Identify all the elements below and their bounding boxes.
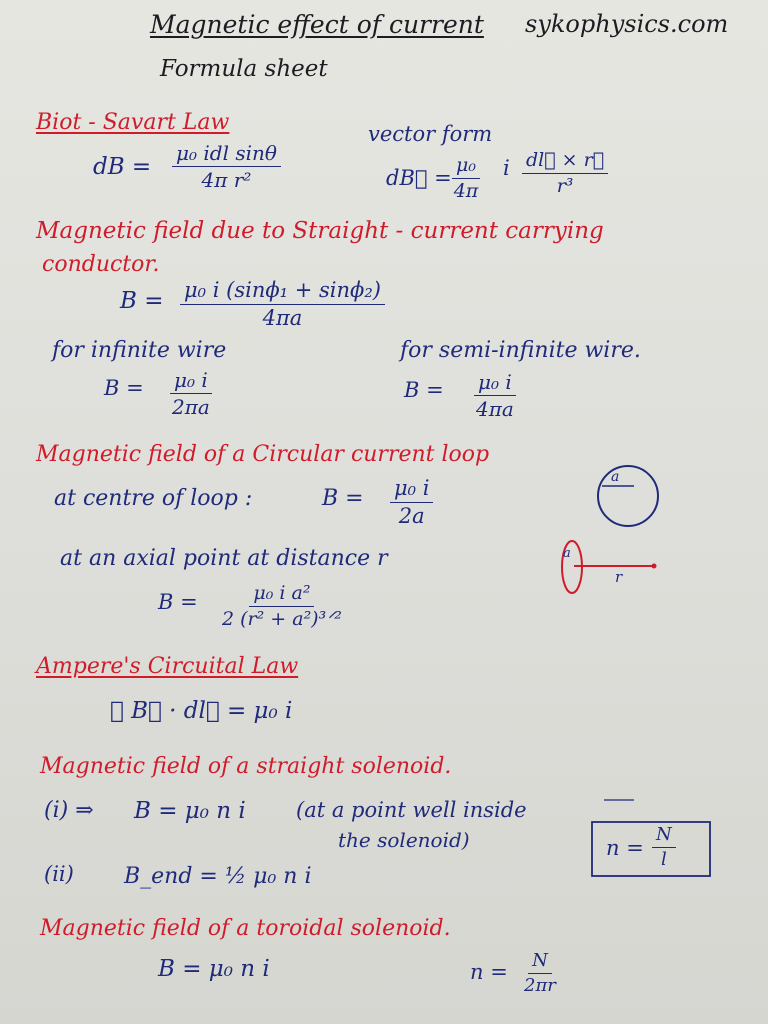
biot-numerator: μ₀ idl sinθ [172, 143, 281, 167]
vector-current: i [503, 156, 510, 180]
site-name: sykophysics.com [525, 10, 729, 38]
loop-centre-fraction: $\frac{\text{μ₀ i}}{2a}$ [390, 478, 433, 527]
infinite-wire-label: for infinite wire [52, 338, 227, 363]
axial-fraction: μ₀ i a² 2 (r² + a²)³ᐟ² [222, 582, 342, 630]
semi-fraction: $\frac{\text{μ₀ i}}{4\pi a}$ [475, 370, 514, 421]
solenoid-case-2-label: (ii) [44, 862, 74, 886]
vector-fraction-a: $\frac{\text{μ₀}}{4\pi}$ [453, 154, 479, 202]
ampere-heading: Ampere's Circuital Law [36, 654, 299, 679]
infinite-lhs: B = [104, 376, 144, 400]
loop-centre-lhs: B = [322, 486, 364, 511]
toroid-heading: Magnetic field of a toroidal solenoid. [40, 916, 451, 941]
axial-distance-label: r [615, 568, 623, 586]
vector-lhs: dB⃗ = [386, 166, 452, 190]
infinite-fraction: $\frac{\text{μ₀ i}}{2\pi a}$ [171, 368, 210, 419]
solenoid-inside-note: (at a point well inside [296, 798, 527, 822]
straight-conductor-heading-cont: conductor. [42, 252, 160, 277]
biot-savart-heading: Biot - Savart Law [36, 110, 230, 135]
solenoid-inside-note-cont: the solenoid) [338, 828, 470, 852]
n-definition-fraction: $\frac{N}{l}$ [652, 826, 676, 869]
toroid-formula: B = μ₀ n i [158, 956, 270, 982]
circular-loop-heading: Magnetic field of a Circular current loop [36, 442, 490, 467]
solenoid-end-formula: B_end = ½ μ₀ n i [124, 864, 312, 889]
page-title: Magnetic effect of current [150, 10, 484, 39]
ampere-formula: ∮ B⃗ · dl⃗ = μ₀ i [110, 698, 293, 724]
toroid-n-fraction: $\frac{N}{2\pi r}$ [524, 950, 556, 996]
axial-loop-label: a [563, 546, 571, 561]
solenoid-inside-formula: B = μ₀ n i [134, 798, 246, 824]
loop-circle-diagram [598, 466, 658, 526]
straight-conductor-heading: Magnetic field due to Straight - current carrying [36, 218, 604, 244]
loop-radius-label: a [611, 469, 620, 485]
axial-lhs: B = [158, 590, 198, 614]
n-definition-lhs: n = [606, 836, 644, 860]
solenoid-heading: Magnetic field of a straight solenoid. [40, 754, 452, 779]
page-subtitle: Formula sheet [160, 56, 328, 82]
axial-point-dot [652, 564, 657, 569]
biot-denominator: 4π r² [201, 168, 252, 192]
biot-lhs: dB = [93, 154, 152, 180]
semi-infinite-wire-label: for semi-infinite wire. [400, 338, 641, 363]
straight-lhs: B = [120, 288, 164, 314]
axial-point-label: at an axial point at distance r [60, 546, 388, 571]
straight-fraction: $\frac{\text{μ₀ i (sinϕ₁ + sinϕ₂)}}{4\pi a}$ [180, 280, 385, 329]
vector-fraction-b: $\frac{dl⃗ \times r⃗}{\text{r³}}$ [522, 151, 608, 196]
vector-form-heading: vector form [368, 122, 493, 146]
semi-lhs: B = [404, 378, 444, 402]
toroid-n-lhs: n = [470, 960, 508, 984]
loop-centre-label: at centre of loop : [54, 486, 253, 511]
solenoid-case-1-label: (i) ⇒ [44, 798, 94, 823]
